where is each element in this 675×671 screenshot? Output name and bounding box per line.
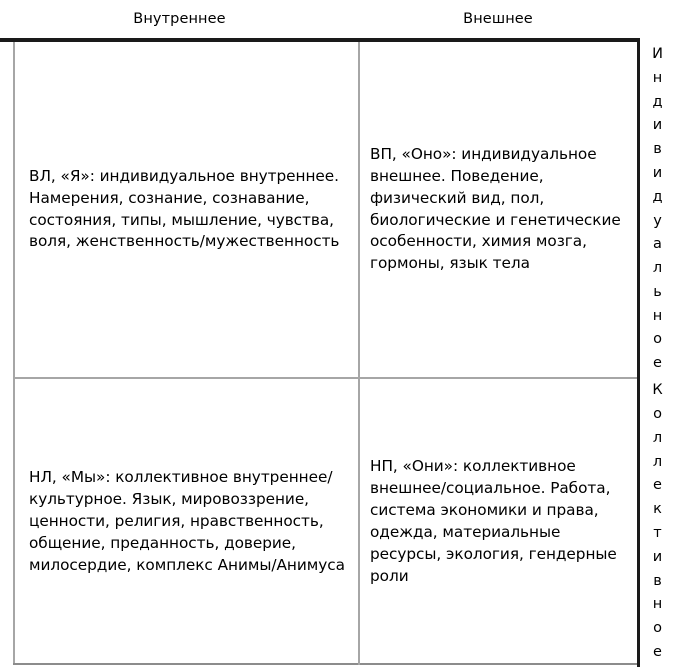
column-header-external: Внешнее	[463, 10, 533, 27]
vertical-label-glyph: т	[653, 525, 662, 541]
quadrant-lower-right-text: НП, «Они»: коллективное внешнее/социальное. Работа, система экономики и права, одежда, материальные ресурсы, экология, гендерные роли	[370, 457, 617, 585]
quadrant-table	[0, 38, 675, 667]
vertical-label-glyph: о	[653, 620, 662, 637]
vertical-label-glyph: л	[652, 260, 663, 277]
vertical-label-glyph: ь	[653, 283, 662, 300]
vertical-label-glyph: у	[653, 212, 662, 229]
column-header-internal: Внутреннее	[133, 10, 226, 27]
vertical-label-glyph: о	[653, 331, 662, 348]
vertical-label-glyph: л	[652, 429, 663, 446]
vertical-label-glyph: н	[652, 596, 663, 613]
vertical-label-glyph: И	[652, 46, 663, 63]
vertical-label-glyph: о	[653, 406, 662, 423]
vertical-label-glyph: л	[652, 453, 663, 470]
row-label-individual	[640, 42, 675, 377]
quadrant-upper-right	[360, 42, 637, 377]
vertical-label-glyph: е	[653, 643, 662, 660]
vertical-label-glyph: е	[653, 477, 662, 494]
quadrant-lower-left-text: НЛ, «Мы»: коллективное внутреннее/культурное. Язык, мировоззрение, ценности, религия, нравственность, общение, преданность, доверие, милосердие, комплекс Анимы/Анимуса	[29, 468, 345, 574]
quadrant-upper-right-text: ВП, «Оно»: индивидуальное внешнее. Поведение, физический вид, пол, биологические и генетические особенности, химия мозга, гормоны, язык тела	[370, 144, 621, 273]
vertical-label-glyph: к	[653, 501, 662, 518]
vertical-label-glyph: в	[653, 141, 662, 158]
quadrant-lower-right	[360, 379, 637, 665]
vertical-label-glyph: К	[652, 382, 663, 399]
row-label-collective	[640, 379, 675, 665]
vertical-label-glyph: и	[652, 164, 663, 181]
vertical-label-glyph: д	[652, 93, 663, 110]
quadrant-upper-left-text: ВЛ, «Я»: индивидуальное внутреннее. Намерения, сознание, сознавание, состояния, типы, мышление, чувства, воля, женственность/мужественность	[29, 166, 340, 251]
vertical-label-glyph: н	[652, 69, 663, 86]
quadrant-lower-left	[15, 379, 358, 665]
vertical-label-glyph: д	[652, 188, 663, 205]
vertical-label-glyph: и	[652, 117, 663, 134]
quadrant-upper-left	[15, 42, 358, 377]
vertical-label-glyph: а	[653, 236, 662, 253]
vertical-label-glyph: н	[652, 307, 663, 324]
vertical-label-glyph: е	[653, 355, 662, 372]
vertical-label-glyph: и	[652, 548, 663, 565]
column-header-row	[0, 0, 637, 38]
vertical-label-glyph: в	[653, 572, 662, 589]
